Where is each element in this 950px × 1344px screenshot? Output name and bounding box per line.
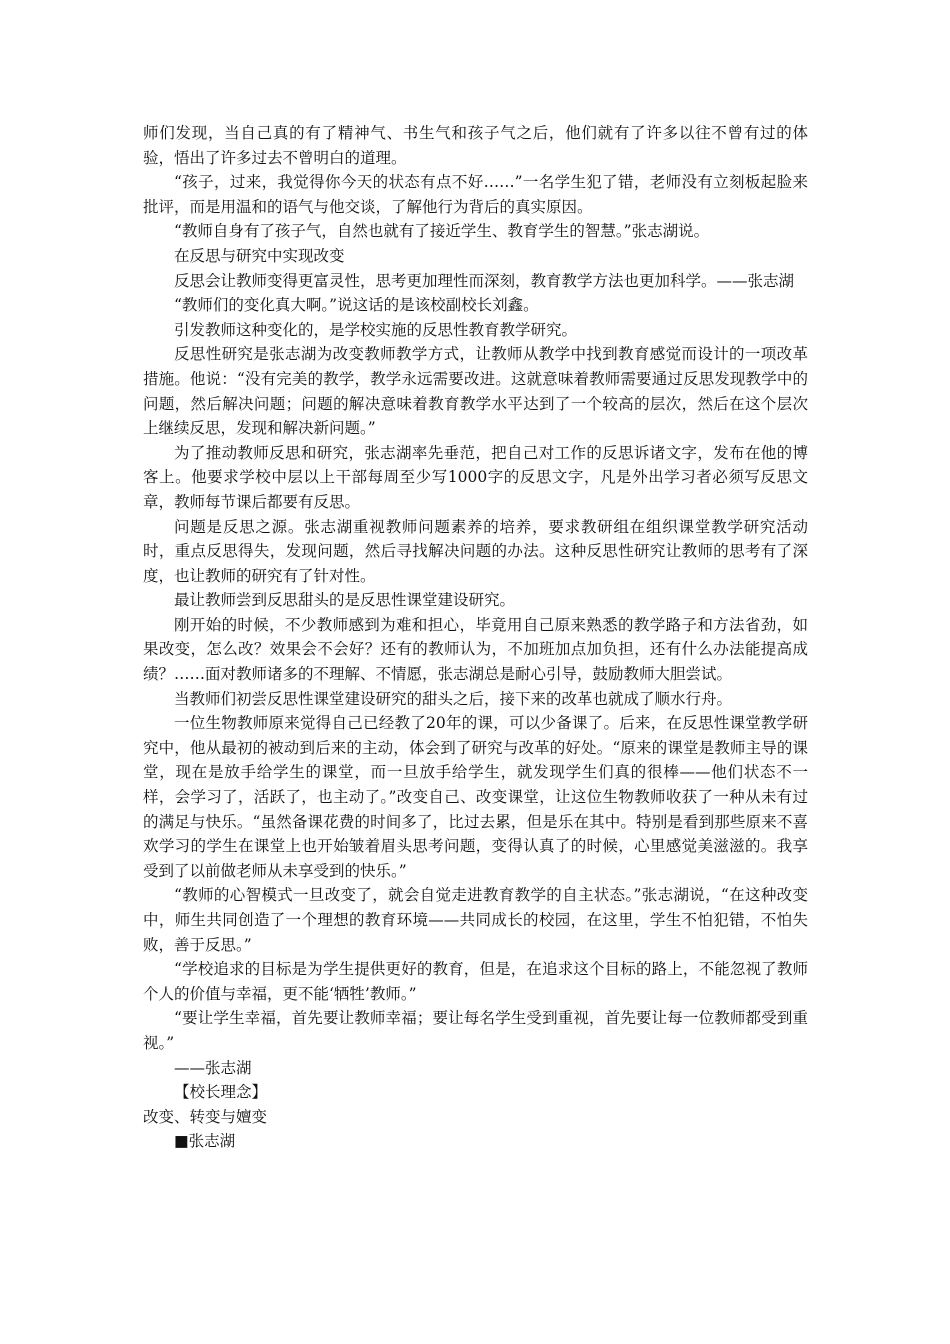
paragraph: “教师自身有了孩子气，自然也就有了接近学生、教育学生的智慧。”张志湖说。 (174, 222, 710, 241)
paragraph: 当教师们初尝反思性课堂建设研究的甜头之后，接下来的改革也就成了顺水行舟。 (174, 689, 733, 708)
paragraph: “孩子，过来，我觉得你今天的状态有点不好……”一名学生犯了错，老师没有立刻板起脸来批评，而是用温和的语气与他交谈，了解他行为背后的真实原因。 (143, 173, 808, 216)
article-title: 改变、转变与嬗变 (143, 1107, 268, 1126)
document-page (143, 121, 808, 1154)
paragraph: 反思会让教师变得更富灵性，思考更加理性而深刻，教育教学方法也更加科学。——张志湖 (174, 271, 795, 290)
author-byline: ■张志湖 (174, 1132, 236, 1151)
paragraph: 刚开始的时候，不少教师感到为难和担心，毕竟用自己原来熟悉的教学路子和方法省劲，如果改变，怎么改？效果会不会好？还有的教师认为，不加班加点加负担，还有什么办法能提高成绩？……面对教师诸多的不理解、不情愿，张志湖总是耐心引导，鼓励教师大胆尝试。 (143, 615, 808, 684)
paragraph: 问题是反思之源。张志湖重视教师问题素养的培养，要求教研组在组织课堂教学研究活动时，重点反思得失，发现问题，然后寻找解决问题的办法。这种反思性研究让教师的思考有了深度，也让教师的研究有了针对性。 (143, 517, 808, 585)
section-heading: 在反思与研究中实现改变 (174, 246, 345, 265)
paragraph: 反思性研究是张志湖为改变教师教学方式，让教师从教学中找到教育感觉而设计的一项改革措施。他说：“没有完美的教学，教学永远需要改进。这就意味着教师需要通过反思发现教学中的问题，然后解决问题；问题的解决意味着教育教学水平达到了一个较高的层次，然后在这个层次上继续反思，发现和解决新问题。” (143, 345, 808, 438)
attribution: ——张志湖 (174, 1058, 252, 1077)
paragraph: 为了推动教师反思和研究，张志湖率先垂范，把自己对工作的反思诉诸文字，发布在他的博客上。他要求学校中层以上干部每周至少写1000字的反思文字，凡是外出学习者必须写反思文章，教师每节课后都要有反思。 (143, 443, 808, 511)
paragraph: 引发教师这种变化的，是学校实施的反思性教育教学研究。 (174, 320, 578, 339)
paragraph: “要让学生幸福，首先要让教师幸福；要让每名学生受到重视，首先要让每一位教师都受到重视。” (143, 1009, 808, 1052)
paragraph: “教师的心智模式一旦改变了，就会自觉走进教育教学的自主状态。”张志湖说，“在这种改变中，师生共同创造了一个理想的教育环境——共同成长的校园，在这里，学生不怕犯错，不怕失败，善于反思。” (143, 886, 808, 954)
paragraph: 最让教师尝到反思甜头的是反思性课堂建设研究。 (174, 591, 516, 610)
paragraph: “教师们的变化真大啊。”说这话的是该校副校长刘鑫。 (174, 296, 539, 315)
section-label: 【校长理念】 (174, 1083, 268, 1102)
paragraph: 一位生物教师原来觉得自己已经教了20年的课，可以少备课了。后来，在反思性课堂教学研究中，他从最初的被动到后来的主动，体会到了研究与改革的好处。“原来的课堂是教师主导的课堂，现在是放手给学生的课堂，而一旦放手给学生，就发现学生们真的很棒——他们状态不一样，会学习了，活跃了，也主动了。”改变自己、改变课堂，让这位生物教师收获了一种从未有过的满足与快乐。“虽然备课花费的时间多了，比过去累，但是乐在其中。特别是看到那些原来不喜欢学习的学生在课堂上也开始皱着眉头思考问题，变得认真了的时候，心里感觉美滋滋的。我享受到了以前做老师从未享受到的快乐。” (143, 714, 808, 880)
paragraph: “学校追求的目标是为学生提供更好的教育，但是，在追求这个目标的路上，不能忽视了教师个人的价值与幸福，更不能‘牺牲’教师。” (143, 960, 808, 1003)
paragraph: 师们发现，当自己真的有了精神气、书生气和孩子气之后，他们就有了许多以往不曾有过的体验，悟出了许多过去不曾明白的道理。 (143, 124, 808, 167)
